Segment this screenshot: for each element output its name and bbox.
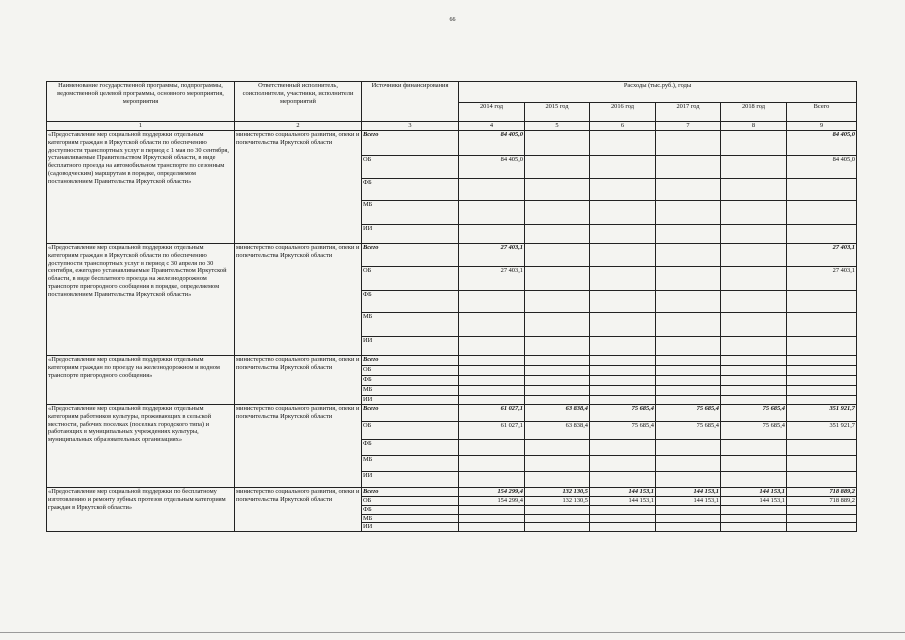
year-value: [656, 396, 721, 405]
year-value: 75 685,4: [721, 422, 787, 440]
year-value: [590, 337, 656, 356]
year-value: [590, 456, 656, 472]
total-value: 718 889,2: [787, 488, 857, 497]
measure-name: «Предоставление мер социальной поддержки отдельным категориям работников культуры, проживающих в сельской местности, рабочих поселках (поселках городского типа) и работающих в муниципальных учреждениях культуры, муниципальных образовательных организациях»: [47, 405, 235, 488]
year-value: 84 405,0: [459, 156, 525, 179]
year-value: [459, 396, 525, 405]
funding-source: ИИ: [362, 225, 459, 244]
column-number: 7: [656, 122, 721, 131]
year-value: 27 403,1: [459, 267, 525, 291]
year-value: 144 153,1: [721, 497, 787, 506]
funding-source: ОБ: [362, 422, 459, 440]
year-value: [656, 337, 721, 356]
year-value: [459, 366, 525, 376]
year-value: [721, 386, 787, 396]
year-value: [656, 225, 721, 244]
header-executor: Ответственный исполнитель, соисполнители, участники, исполнители мероприятий: [235, 82, 362, 122]
year-value: [590, 505, 656, 514]
year-value: [590, 514, 656, 523]
column-number: 3: [362, 122, 459, 131]
year-value: [656, 131, 721, 156]
year-value: [721, 396, 787, 405]
year-value: [525, 291, 590, 313]
year-value: [721, 523, 787, 532]
year-value: [590, 440, 656, 456]
total-value: [787, 225, 857, 244]
column-number: 5: [525, 122, 590, 131]
funding-source: ОБ: [362, 366, 459, 376]
year-value: [590, 201, 656, 225]
total-value: 718 889,2: [787, 497, 857, 506]
header-year: 2016 год: [590, 103, 656, 122]
year-value: [656, 244, 721, 267]
year-value: [656, 386, 721, 396]
year-value: [525, 456, 590, 472]
total-value: [787, 440, 857, 456]
year-value: [525, 313, 590, 337]
total-value: [787, 313, 857, 337]
header-year: 2015 год: [525, 103, 590, 122]
year-value: [459, 201, 525, 225]
year-value: [459, 472, 525, 488]
funding-source: МБ: [362, 514, 459, 523]
year-value: [656, 156, 721, 179]
year-value: [590, 179, 656, 201]
year-value: [656, 472, 721, 488]
column-number: 2: [235, 122, 362, 131]
funding-source: МБ: [362, 386, 459, 396]
total-value: 351 921,7: [787, 422, 857, 440]
total-value: 84 405,0: [787, 131, 857, 156]
executor: министерство социального развития, опеки и попечительства Иркутской области: [235, 488, 362, 532]
year-value: [590, 472, 656, 488]
year-value: [525, 505, 590, 514]
executor: министерство социального развития, опеки и попечительства Иркутской области: [235, 356, 362, 405]
total-value: [787, 179, 857, 201]
year-value: [459, 440, 525, 456]
funding-source: ИИ: [362, 472, 459, 488]
table-row: [47, 244, 857, 267]
funding-source: МБ: [362, 456, 459, 472]
header-source: Источники финансирования: [362, 82, 459, 122]
year-value: [459, 337, 525, 356]
table-row: [47, 405, 857, 422]
total-value: [787, 386, 857, 396]
year-value: 144 153,1: [590, 488, 656, 497]
bottom-divider: [0, 632, 905, 633]
year-value: [590, 131, 656, 156]
total-value: [787, 505, 857, 514]
year-value: [525, 523, 590, 532]
year-value: [721, 514, 787, 523]
year-value: 154 299,4: [459, 488, 525, 497]
year-value: [656, 440, 721, 456]
total-value: [787, 396, 857, 405]
total-value: [787, 201, 857, 225]
year-value: [656, 356, 721, 366]
total-value: 351 921,7: [787, 405, 857, 422]
year-value: [721, 440, 787, 456]
header-expenses: Расходы (тыс.руб.), годы: [459, 82, 857, 103]
year-value: [590, 267, 656, 291]
measure-name: «Предоставление мер социальной поддержки отдельным категориям граждан в Иркутской области по обеспечению доступности транспортных услуг в период с 1 мая по 30 сентября, устанавливаемые Правительством Иркутской области, в виде бесплатного проезда на автомобильном транспорте по сезонным (садоводческим) маршрутам в порядке, определяемом постановлением Правительства Иркутской области»: [47, 131, 235, 244]
total-value: [787, 356, 857, 366]
year-value: [525, 225, 590, 244]
header-name: Наименование государственной программы, подпрограммы, ведомственной целевой программы, основного мероприятия, мероприятия: [47, 82, 235, 122]
total-value: [787, 523, 857, 532]
total-value: 27 403,1: [787, 267, 857, 291]
executor: министерство социального развития, опеки и попечительства Иркутской области: [235, 131, 362, 244]
year-value: [525, 244, 590, 267]
column-number: 1: [47, 122, 235, 131]
total-value: [787, 366, 857, 376]
column-number: 6: [590, 122, 656, 131]
year-value: 75 685,4: [656, 405, 721, 422]
total-value: [787, 337, 857, 356]
year-value: [590, 386, 656, 396]
year-value: [459, 376, 525, 386]
total-value: [787, 376, 857, 386]
year-value: [459, 514, 525, 523]
year-value: [590, 523, 656, 532]
year-value: [459, 356, 525, 366]
year-value: [721, 505, 787, 514]
year-value: [525, 366, 590, 376]
year-value: [590, 156, 656, 179]
year-value: [590, 396, 656, 405]
year-value: 63 838,4: [525, 422, 590, 440]
year-value: [721, 366, 787, 376]
year-value: 75 685,4: [721, 405, 787, 422]
year-value: [590, 244, 656, 267]
funding-source: ФБ: [362, 291, 459, 313]
year-value: [721, 291, 787, 313]
column-number: 9: [787, 122, 857, 131]
total-value: [787, 514, 857, 523]
year-value: [590, 356, 656, 366]
total-value: [787, 456, 857, 472]
year-value: [721, 131, 787, 156]
year-value: [721, 244, 787, 267]
year-value: [721, 376, 787, 386]
year-value: [656, 456, 721, 472]
year-value: [459, 225, 525, 244]
funding-source: Всего: [362, 356, 459, 366]
year-value: [459, 456, 525, 472]
column-number: 4: [459, 122, 525, 131]
table-row: [47, 488, 857, 497]
year-value: [656, 313, 721, 337]
executor: министерство социального развития, опеки и попечительства Иркутской области: [235, 244, 362, 356]
table-header: [47, 82, 857, 131]
year-value: [525, 514, 590, 523]
funding-source: ИИ: [362, 337, 459, 356]
year-value: [721, 337, 787, 356]
year-value: [656, 376, 721, 386]
year-value: [459, 179, 525, 201]
table-row: [47, 356, 857, 366]
year-value: 132 130,5: [525, 488, 590, 497]
year-value: [525, 472, 590, 488]
funding-source: ИИ: [362, 396, 459, 405]
year-value: [525, 131, 590, 156]
year-value: [590, 291, 656, 313]
year-value: [525, 396, 590, 405]
year-value: [525, 386, 590, 396]
header-year: 2014 год: [459, 103, 525, 122]
year-value: [459, 313, 525, 337]
funding-source: Всего: [362, 131, 459, 156]
funding-source: ФБ: [362, 440, 459, 456]
executor: министерство социального развития, опеки и попечительства Иркутской области: [235, 405, 362, 488]
column-number-row: [47, 122, 857, 131]
year-value: 75 685,4: [590, 405, 656, 422]
year-value: [721, 356, 787, 366]
funding-source: Всего: [362, 488, 459, 497]
year-value: 75 685,4: [590, 422, 656, 440]
year-value: [721, 156, 787, 179]
financing-table: [46, 81, 857, 532]
year-value: 144 153,1: [590, 497, 656, 506]
year-value: 61 027,1: [459, 405, 525, 422]
funding-source: ФБ: [362, 505, 459, 514]
funding-source: Всего: [362, 405, 459, 422]
year-value: [525, 201, 590, 225]
funding-source: ОБ: [362, 497, 459, 506]
year-value: [656, 267, 721, 291]
column-number: 8: [721, 122, 787, 131]
year-value: 132 130,5: [525, 497, 590, 506]
page-number: 66: [449, 17, 456, 23]
year-value: [721, 472, 787, 488]
measure-name: «Предоставление мер социальной поддержки отдельным категориям граждан в Иркутской области по обеспечению доступности транспортных услуг в период с 30 апреля по 30 сентября, ежегодно устанавливаемые Правительством Иркутской области, в виде бесплатного проезда на железнодорожном транспорте пригородного сообщения в порядке, определяемом постановлением Правительства Иркутской области»: [47, 244, 235, 356]
table-body: [47, 131, 857, 532]
year-value: [721, 179, 787, 201]
table-row: [47, 131, 857, 156]
header-year: 2018 год: [721, 103, 787, 122]
year-value: [590, 366, 656, 376]
total-value: 27 403,1: [787, 244, 857, 267]
year-value: [721, 267, 787, 291]
total-value: 84 405,0: [787, 156, 857, 179]
year-value: [525, 440, 590, 456]
year-value: [656, 505, 721, 514]
measure-name: «Предоставление мер социальной поддержки по бесплатному изготовлению и ремонту зубных протезов отдельным категориям граждан в Иркутской области»: [47, 488, 235, 532]
year-value: [525, 267, 590, 291]
year-value: [656, 366, 721, 376]
year-value: [459, 291, 525, 313]
header-year: 2017 год: [656, 103, 721, 122]
year-value: [459, 523, 525, 532]
year-value: [721, 313, 787, 337]
funding-source: ФБ: [362, 179, 459, 201]
year-value: [656, 179, 721, 201]
year-value: 61 027,1: [459, 422, 525, 440]
year-value: [721, 201, 787, 225]
header-total: Всего: [787, 103, 857, 122]
year-value: [525, 156, 590, 179]
total-value: [787, 291, 857, 313]
year-value: 75 685,4: [656, 422, 721, 440]
year-value: [459, 386, 525, 396]
funding-source: МБ: [362, 313, 459, 337]
measure-name: «Предоставление мер социальной поддержки отдельным категориям граждан по проезду на железнодорожном и водном транспорте пригородного сообщения»: [47, 356, 235, 405]
year-value: [721, 456, 787, 472]
year-value: [525, 376, 590, 386]
year-value: [525, 179, 590, 201]
funding-source: МБ: [362, 201, 459, 225]
year-value: 63 838,4: [525, 405, 590, 422]
year-value: 84 405,0: [459, 131, 525, 156]
year-value: 144 153,1: [721, 488, 787, 497]
year-value: 144 153,1: [656, 488, 721, 497]
funding-source: ИИ: [362, 523, 459, 532]
year-value: [656, 523, 721, 532]
year-value: 144 153,1: [656, 497, 721, 506]
year-value: 154 299,4: [459, 497, 525, 506]
funding-source: ОБ: [362, 156, 459, 179]
year-value: [590, 225, 656, 244]
funding-source: ФБ: [362, 376, 459, 386]
year-value: [525, 337, 590, 356]
total-value: [787, 472, 857, 488]
funding-source: Всего: [362, 244, 459, 267]
year-value: [656, 291, 721, 313]
year-value: [656, 514, 721, 523]
year-value: 27 403,1: [459, 244, 525, 267]
year-value: [721, 225, 787, 244]
year-value: [525, 356, 590, 366]
year-value: [590, 376, 656, 386]
year-value: [459, 505, 525, 514]
year-value: [590, 313, 656, 337]
funding-source: ОБ: [362, 267, 459, 291]
year-value: [656, 201, 721, 225]
